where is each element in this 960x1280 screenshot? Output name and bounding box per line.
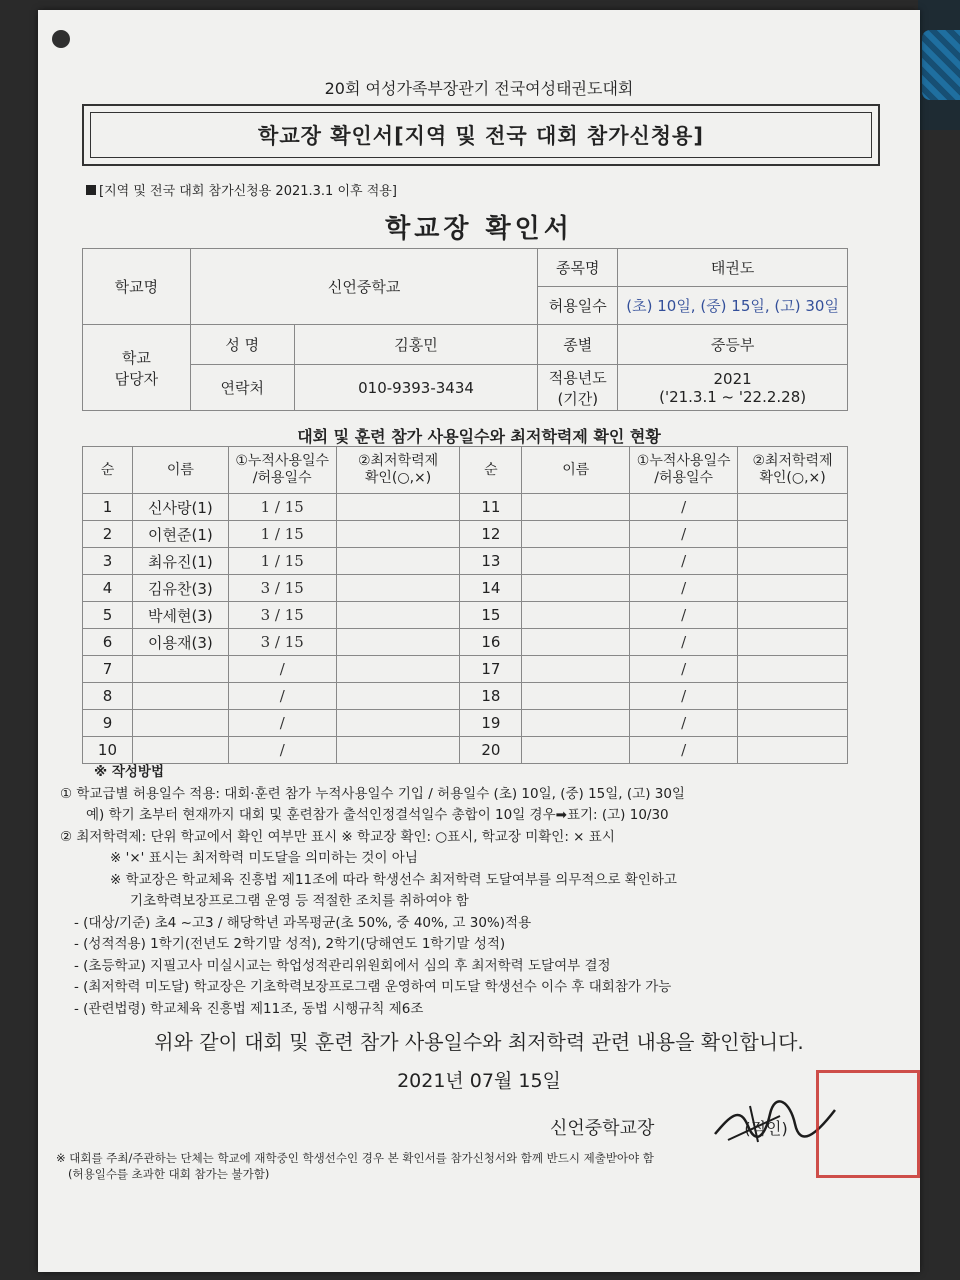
year-value — [618, 365, 848, 411]
days-used: / — [630, 575, 738, 602]
seal-suffix: (직인) — [744, 1119, 788, 1138]
footnote — [56, 1150, 876, 1182]
contact-label: 연락처 — [190, 365, 294, 411]
student-name — [522, 629, 630, 656]
min-academic-check — [738, 521, 848, 548]
student-name — [522, 710, 630, 737]
event-value: 태권도 — [618, 249, 848, 287]
min-academic-check — [738, 575, 848, 602]
manager-label-line1: 학교 — [121, 348, 151, 367]
student-name: 박세현(3) — [132, 602, 228, 629]
header-days-left — [228, 447, 336, 494]
issue-date: 2021년 07월 15일 — [397, 1070, 561, 1092]
header-check-left — [336, 447, 460, 494]
year-label — [538, 365, 618, 411]
header-days-line2: /허용일수 — [252, 470, 312, 486]
instruction-line: ※ '×' 표시는 최저학력 미도달을 의미하는 것이 아님 — [110, 850, 418, 866]
page-title: 학교장 확인서 — [385, 214, 573, 244]
row-no: 8 — [83, 683, 133, 710]
table-header-row — [83, 447, 848, 494]
category-label: 종별 — [538, 325, 618, 365]
row-no: 18 — [460, 683, 522, 710]
header-days-right — [630, 447, 738, 494]
student-name: 이현준(1) — [132, 521, 228, 548]
name-value: 김홍민 — [294, 325, 538, 365]
row-no: 16 — [460, 629, 522, 656]
name-label: 성 명 — [190, 325, 294, 365]
min-academic-check — [336, 710, 460, 737]
instruction-line: ① 학교급별 허용일수 적용: 대회·훈련 참가 누적사용일수 기입 / 허용일수 (초) 10일, (중) 15일, (고) 30일 — [60, 785, 685, 802]
header-check-line1: ②최저학력제 — [357, 453, 439, 469]
row-no: 6 — [83, 629, 133, 656]
days-used: 3 / 15 — [228, 575, 336, 602]
allowed-days-label: 허용일수 — [538, 287, 618, 325]
student-name — [522, 737, 630, 764]
form-title-box — [82, 104, 880, 166]
period-value: ('21.3.1 ~ '22.2.28) — [659, 387, 807, 406]
min-academic-check — [738, 629, 848, 656]
header-check-line1: ②최저학력제 — [752, 453, 833, 469]
header-days-line2: /허용일수 — [654, 470, 714, 486]
instruction-line: 기초학력보장프로그램 운영 등 적절한 조치를 취하여야 함 — [130, 893, 469, 909]
instruction-line: - (관련법령) 학교체육 진흥법 제11조, 동법 시행규칙 제6조 — [74, 1000, 424, 1017]
min-academic-check — [336, 737, 460, 764]
blue-strap — [922, 30, 960, 100]
days-used: / — [630, 602, 738, 629]
category-value: 중등부 — [618, 325, 848, 365]
header-no-right: 순 — [460, 447, 522, 494]
student-name — [132, 737, 228, 764]
row-no: 14 — [460, 575, 522, 602]
instruction-line: ② 최저학력제: 단위 학교에서 확인 여부만 표시 ※ 학교장 확인: ○표시, 학교장 미확인: × 표시 — [60, 828, 615, 845]
student-name — [522, 494, 630, 521]
days-used: / — [630, 656, 738, 683]
year-value-line: 2021 — [713, 369, 752, 388]
row-no: 2 — [83, 521, 133, 548]
student-name — [522, 683, 630, 710]
table-row — [83, 710, 848, 737]
header-check-line2: 확인(○,×) — [364, 470, 432, 486]
min-academic-check — [738, 494, 848, 521]
instruction-line: ※ 학교장은 학교체육 진흥법 제11조에 따라 학생선수 최저학력 도달여부를 의무적으로 확인하고 — [110, 871, 677, 888]
instruction-line: - (대상/기준) 초4 ~고3 / 해당학년 과목평균(초 50%, 중 40%, 고 30%)적용 — [74, 914, 532, 931]
applicability-note — [86, 180, 397, 199]
year-label-line1: 적용년도 — [548, 368, 607, 387]
min-academic-check — [336, 548, 460, 575]
form-title: 학교장 확인서[지역 및 전국 대회 참가신청용] — [90, 112, 872, 158]
student-name — [522, 548, 630, 575]
header-check-right — [738, 447, 848, 494]
applicability-text: [지역 및 전국 대회 참가신청용 2021.3.1 이후 적용] — [99, 184, 397, 199]
row-no: 13 — [460, 548, 522, 575]
header-days-line1: ①누적사용일수 — [636, 453, 731, 469]
days-used: / — [630, 629, 738, 656]
days-used: / — [228, 683, 336, 710]
days-used: / — [228, 737, 336, 764]
header-days-line1: ①누적사용일수 — [235, 453, 330, 469]
days-used: / — [630, 548, 738, 575]
min-academic-check — [738, 548, 848, 575]
student-name — [132, 710, 228, 737]
row-no: 12 — [460, 521, 522, 548]
table-row — [83, 521, 848, 548]
punch-hole — [52, 30, 70, 48]
student-name — [522, 575, 630, 602]
instruction-line: - (초등학교) 지필고사 미실시교는 학업성적관리위원회에서 심의 후 최저학력 도달여부 결정 — [74, 957, 611, 974]
instruction-line: - (최저학력 미도달) 학교장은 기초학력보장프로그램 운영하여 미도달 학생선수 이수 후 대회참가 가능 — [74, 979, 672, 995]
header-name-right: 이름 — [522, 447, 630, 494]
row-no: 20 — [460, 737, 522, 764]
student-name: 최유진(1) — [132, 548, 228, 575]
min-academic-check — [738, 602, 848, 629]
student-name — [522, 602, 630, 629]
writing-instructions — [60, 762, 890, 1020]
school-value: 신언중학교 — [190, 249, 538, 325]
min-academic-check — [336, 656, 460, 683]
manager-label — [83, 325, 191, 411]
instruction-line: - (성적적용) 1학기(전년도 2학기말 성적), 2학기(당해연도 1학기말 성적) — [74, 936, 506, 952]
min-academic-check — [336, 494, 460, 521]
table-row — [83, 629, 848, 656]
min-academic-check — [336, 629, 460, 656]
student-name — [132, 683, 228, 710]
min-academic-check — [738, 683, 848, 710]
row-no: 10 — [83, 737, 133, 764]
status-title: 대회 및 훈련 참가 사용일수와 최저학력제 확인 현황 — [297, 427, 661, 446]
days-used: 3 / 15 — [228, 602, 336, 629]
student-name: 이용재(3) — [132, 629, 228, 656]
row-no: 4 — [83, 575, 133, 602]
days-used: 1 / 15 — [228, 521, 336, 548]
min-academic-check — [738, 656, 848, 683]
row-no: 1 — [83, 494, 133, 521]
min-academic-check — [336, 602, 460, 629]
table-row — [83, 683, 848, 710]
days-used: 1 / 15 — [228, 494, 336, 521]
days-used: / — [630, 521, 738, 548]
row-no: 7 — [83, 656, 133, 683]
student-name — [522, 656, 630, 683]
student-name — [132, 656, 228, 683]
student-table — [82, 446, 848, 764]
student-name: 신사랑(1) — [132, 494, 228, 521]
row-no: 15 — [460, 602, 522, 629]
table-row — [83, 602, 848, 629]
confirmation-statement: 위와 같이 대회 및 훈련 참가 사용일수와 최저학력 관련 내용을 확인합니다. — [154, 1030, 804, 1054]
row-no: 11 — [460, 494, 522, 521]
contact-value: 010-9393-3434 — [294, 365, 538, 411]
header-check-line2: 확인(○,×) — [759, 470, 826, 486]
competition-name: 20회 여성가족부장관기 전국여성태권도대회 — [324, 79, 634, 98]
days-used: / — [228, 710, 336, 737]
student-name: 김유찬(3) — [132, 575, 228, 602]
table-row — [83, 494, 848, 521]
footnote-line: ※ 대회를 주최/주관하는 단체는 학교에 재학중인 학생선수인 경우 본 확인서를 참가신청서와 함께 반드시 제출받아야 함 — [56, 1151, 654, 1165]
row-no: 19 — [460, 710, 522, 737]
info-table — [82, 248, 848, 411]
row-no: 17 — [460, 656, 522, 683]
table-row — [83, 575, 848, 602]
instruction-line: 예) 학기 초부터 현재까지 대회 및 훈련참가 출석인정결석일수 총합이 10일 경우➡표기: (고) 10/30 — [86, 807, 669, 823]
school-label: 학교명 — [83, 249, 191, 325]
min-academic-check — [336, 521, 460, 548]
event-label: 종목명 — [538, 249, 618, 287]
days-used: / — [630, 494, 738, 521]
header-no-left: 순 — [83, 447, 133, 494]
days-used: 3 / 15 — [228, 629, 336, 656]
days-used: / — [630, 737, 738, 764]
row-no: 9 — [83, 710, 133, 737]
document-page — [38, 10, 920, 1272]
instructions-heading: ※ 작성방법 — [94, 764, 164, 780]
days-used: / — [630, 683, 738, 710]
row-no: 5 — [83, 602, 133, 629]
footnote-line: (허용일수를 초과한 대회 참가는 불가함) — [68, 1167, 270, 1181]
header-name-left: 이름 — [132, 447, 228, 494]
days-used: 1 / 15 — [228, 548, 336, 575]
principal-title: 신언중학교장 — [550, 1118, 655, 1139]
min-academic-check — [738, 737, 848, 764]
min-academic-check — [738, 710, 848, 737]
square-bullet-icon — [86, 185, 96, 195]
table-row — [83, 737, 848, 764]
days-used: / — [228, 656, 336, 683]
min-academic-check — [336, 575, 460, 602]
year-label-line2: (기간) — [557, 389, 599, 408]
table-row — [83, 656, 848, 683]
student-name — [522, 521, 630, 548]
row-no: 3 — [83, 548, 133, 575]
manager-label-line2: 담당자 — [114, 369, 159, 388]
min-academic-check — [336, 683, 460, 710]
table-row — [83, 548, 848, 575]
allowed-days-value: (초) 10일, (중) 15일, (고) 30일 — [618, 287, 848, 325]
days-used: / — [630, 710, 738, 737]
